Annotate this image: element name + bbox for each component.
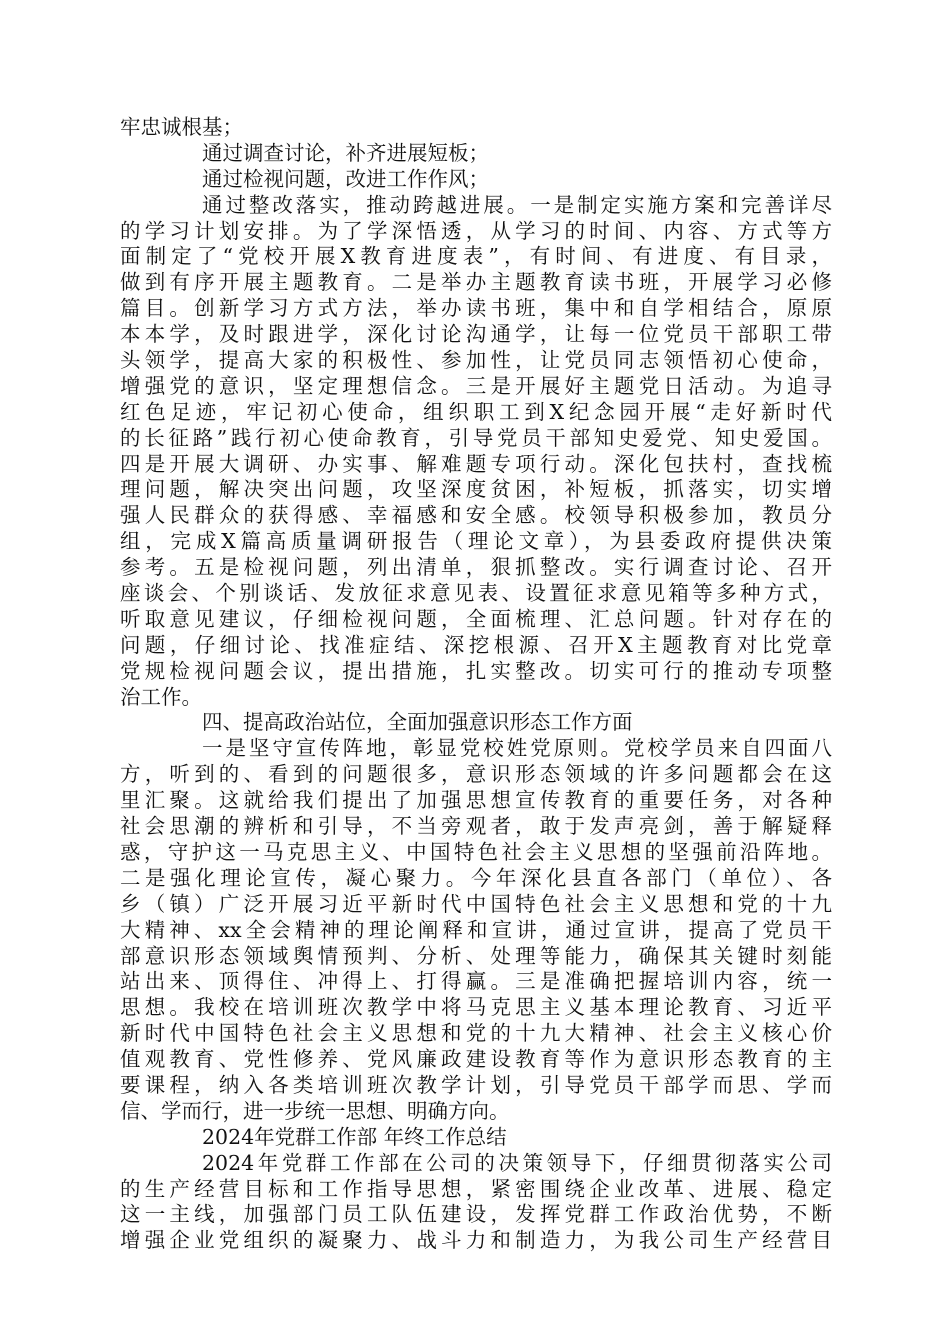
text-line: 的学习计划安排。为了学深悟透，从学习的时间、内容、方式等方 <box>120 218 832 243</box>
text-line: 四是开展大调研、办实事、解难题专项行动。深化包扶村，查找梳 <box>120 451 832 476</box>
text-line: 做到有序开展主题教育。二是举办主题教育读书班，开展学习必修 <box>120 270 832 295</box>
text-line: 理问题，解决突出问题，攻坚深度贫困，补短板，抓落实，切实增 <box>120 477 832 502</box>
text-line: 四、提高政治站位，全面加强意识形态工作方面 <box>202 710 633 735</box>
text-line: 站出来、顶得住、冲得上、打得赢。三是准确把握培训内容，统一 <box>120 969 832 994</box>
document-body <box>120 115 832 1254</box>
text-line: 信、学而行，进一步统一思想、明确方向。 <box>120 1098 510 1123</box>
text-line: 二是强化理论宣传，凝心聚力。今年深化县直各部门（单位）、各 <box>120 865 832 890</box>
text-line: 牢忠诚根基； <box>120 115 243 139</box>
text-line: 头领学，提高大家的积极性、参加性，让党员同志领悟初心使命， <box>120 348 832 373</box>
text-line: 里汇聚。这就给我们提出了加强思想宣传教育的重要任务，对各种 <box>120 788 832 813</box>
text-line: 党规检视问题会议，提出措施，扎实整改。切实可行的推动专项整 <box>120 658 832 683</box>
text-line: 乡（镇）广泛开展习近平新时代中国特色社会主义思想和党的十九 <box>120 891 832 916</box>
text-line: 要课程，纳入各类培训班次教学计划，引导党员干部学而思、学而 <box>120 1072 832 1097</box>
text-line: 值观教育、党性修养、党风廉政建设教育等作为意识形态教育的主 <box>120 1047 832 1072</box>
text-line: 2024年党群工作部 年终工作总结 <box>202 1124 507 1149</box>
text-line: 组，完成X篇高质量调研报告（理论文章），为县委政府提供决策 <box>120 529 832 554</box>
text-line: 这一主线，加强部门员工队伍建设，发挥党群工作政治优势，不断 <box>120 1202 832 1227</box>
text-line: 通过调查讨论，补齐进展短板； <box>202 140 489 165</box>
text-line: 增强党的意识，坚定理想信念。三是开展好主题党日活动。为追寻 <box>120 373 832 398</box>
text-line: 增强企业党组织的凝聚力、战斗力和制造力，为我公司生产经营目 <box>120 1228 832 1253</box>
text-line: 篇目。创新学习方式方法，举办读书班，集中和自学相结合，原原 <box>120 296 832 321</box>
text-line: 治工作。 <box>120 684 202 709</box>
text-line: 部意识形态领域舆情预判、分析、处理等能力，确保其关键时刻能 <box>120 943 832 968</box>
text-line: 方，听到的、看到的问题很多，意识形态领域的许多问题都会在这 <box>120 762 832 787</box>
text-line: 惑，守护这一马克思主义、中国特色社会主义思想的坚强前沿阵地。 <box>120 839 832 864</box>
text-line: 问题，仔细讨论、找准症结、深挖根源、召开X主题教育对比党章 <box>120 632 832 657</box>
text-line: 的长征路”践行初心使命教育，引导党员干部知史爱党、知史爱国。 <box>120 425 832 450</box>
text-line: 2024年党群工作部在公司的决策领导下，仔细贯彻落实公司 <box>202 1150 832 1175</box>
text-line: 听取意见建议，仔细检视问题，全面梳理、汇总问题。针对存在的 <box>120 606 832 631</box>
text-line: 强人民群众的获得感、幸福感和安全感。校领导积极参加，教员分 <box>120 503 832 528</box>
text-line: 通过整改落实，推动跨越进展。一是制定实施方案和完善详尽 <box>202 192 832 217</box>
text-line: 大精神、xx全会精神的理论阐释和宣讲，通过宣讲，提高了党员干 <box>120 917 832 942</box>
text-line: 新时代中国特色社会主义思想和党的十九大精神、社会主义核心价 <box>120 1021 832 1046</box>
text-line: 的生产经营目标和工作指导思想，紧密围绕企业改革、进展、稳定 <box>120 1176 832 1201</box>
text-line: 一是坚守宣传阵地，彰显党校姓党原则。党校学员来自四面八 <box>202 736 832 761</box>
text-line: 面制定了“党校开展X教育进度表”，有时间、有进度、有目录， <box>120 244 832 269</box>
text-line: 参考。五是检视问题，列出清单，狠抓整改。实行调查讨论、召开 <box>120 555 832 580</box>
text-line: 思想。我校在培训班次教学中将马克思主义基本理论教育、习近平 <box>120 995 832 1020</box>
text-line: 社会思潮的辨析和引导，不当旁观者，敢于发声亮剑，善于解疑释 <box>120 814 832 839</box>
text-line: 座谈会、个别谈话、发放征求意见表、设置征求意见箱等多种方式， <box>120 581 832 606</box>
text-line: 红色足迹，牢记初心使命，组织职工到X纪念园开展“走好新时代 <box>120 399 832 424</box>
text-line: 通过检视问题，改进工作作风； <box>202 166 489 191</box>
text-line: 本本学，及时跟进学，深化讨论沟通学，让每一位党员干部职工带 <box>120 322 832 347</box>
